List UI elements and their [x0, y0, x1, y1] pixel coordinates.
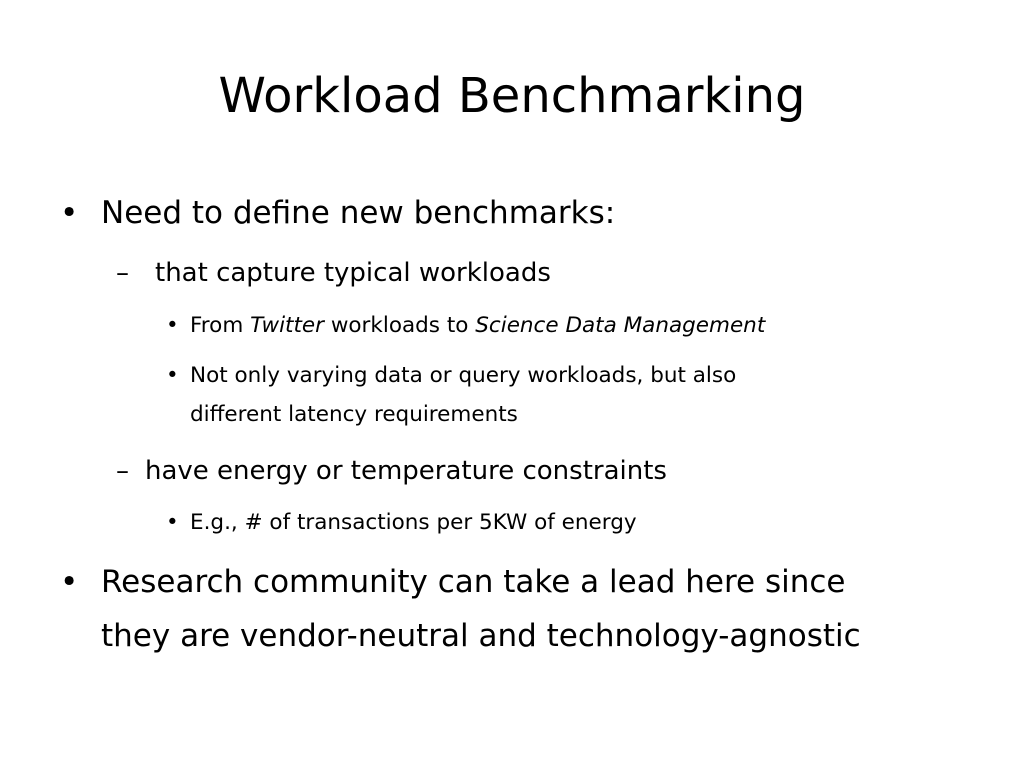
- bullet-marker: •: [166, 313, 179, 338]
- sub-sub-item-1: [190, 307, 765, 345]
- text-run: From: [190, 313, 251, 338]
- bullet-item-1: Need to define new benchmarks:: [101, 195, 616, 231]
- italic-text-science-data-management: Science Data Management: [475, 313, 766, 338]
- sub-sub-item-3: E.g., # of transactions per 5KW of energy: [190, 510, 637, 535]
- bullet-item-2-line-2: they are vendor-neutral and technology-agnostic: [101, 618, 861, 654]
- text-run: workloads to: [323, 313, 476, 338]
- bullet-marker: •: [60, 564, 79, 600]
- bullet-item-2-line-1: Research community can take a lead here since: [101, 564, 846, 600]
- sub-item-2: have energy or temperature constraints: [145, 456, 667, 486]
- dash-marker: –: [116, 258, 129, 288]
- dash-marker: –: [116, 456, 129, 486]
- sub-item-1: that capture typical workloads: [155, 258, 551, 288]
- sub-sub-item-2-line-1: Not only varying data or query workloads, but also: [190, 363, 737, 388]
- bullet-marker: •: [60, 195, 79, 231]
- bullet-marker: •: [166, 363, 179, 388]
- slide-title: Workload Benchmarking: [218, 68, 806, 124]
- bullet-marker: •: [166, 510, 179, 535]
- sub-sub-item-2-line-2: different latency requirements: [190, 402, 518, 427]
- italic-text-twitter: Twitter: [250, 313, 324, 338]
